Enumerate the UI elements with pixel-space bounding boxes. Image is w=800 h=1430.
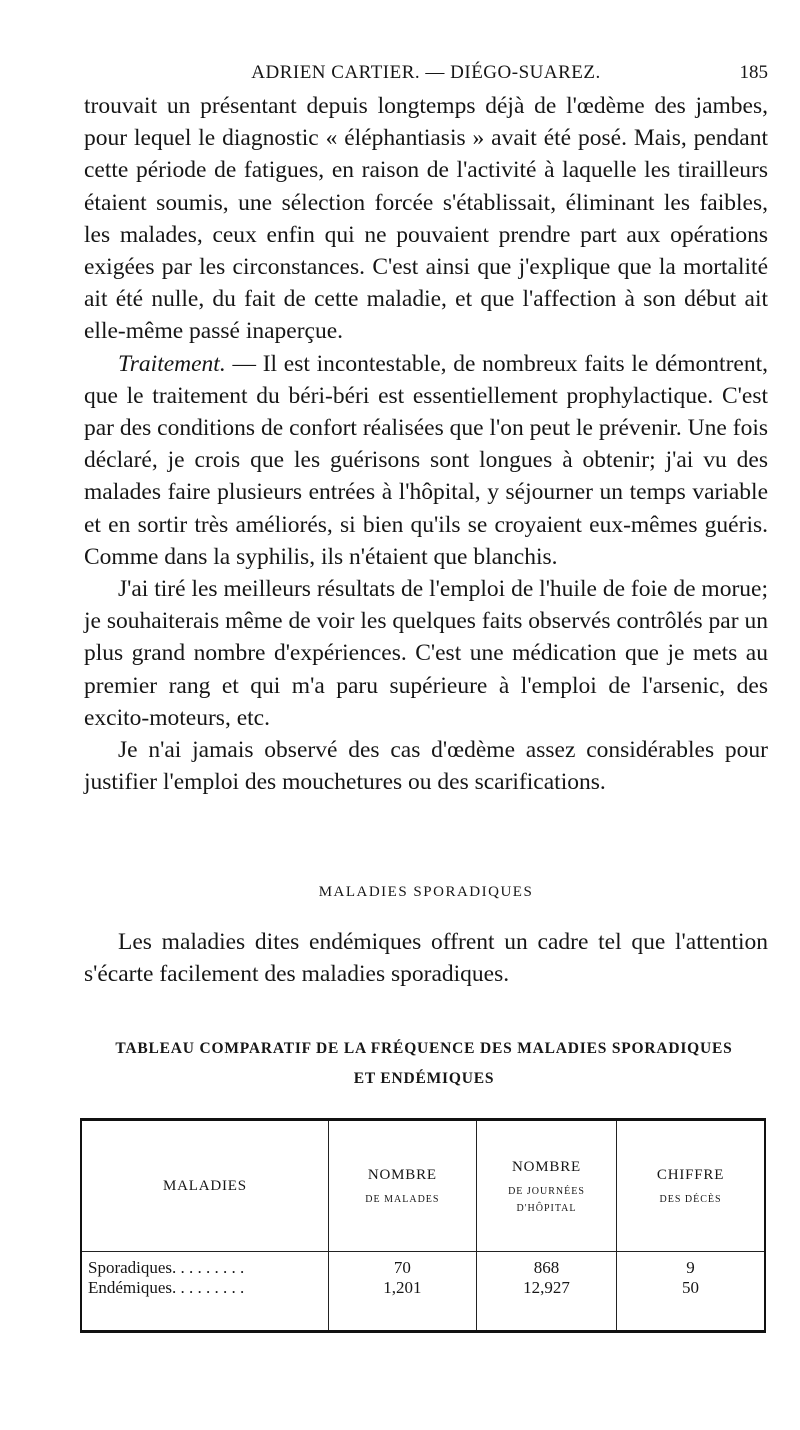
header-chiffre-deces: CHIFFRE DES DÉCÈS: [617, 1121, 764, 1252]
table-title: [74, 1034, 774, 1094]
malades-endemiques: 1,201: [383, 1278, 422, 1297]
col-journees: [476, 1252, 616, 1331]
paragraph-3: J'ai tiré les meilleurs résultats de l'emploi de l'huile de foie de morue; je souhaiterais même de voir les quelques faits observés contrôlés par un plus grand nombre d'expériences. C'est une médication que je mets au premier rang et qui m'a paru supérieure à l'emploi de l'arsenic, des excito-moteurs, etc.: [84, 576, 768, 731]
deces-sporadiques: 9: [686, 1258, 695, 1277]
paragraph-1: trouvait un présentant depuis longtemps déjà de l'œdème des jambes, pour lequel le diagnostic « éléphantiasis » avait été posé. Mais, pendant cette période de fatigues, en raison de l'activité à laquelle les tirailleurs étaient soumis, une sélection forcée s'établissait, éliminant les faibles, les malades, ceux enfin qui ne pouvaient prendre part aux opérations exigées par les circonstances. C'est ainsi que j'explique que la mortalité ait été nulle, du fait de cette maladie, et que l'affection à son début ait elle-même passé inaperçue.: [84, 93, 768, 345]
paragraph-4: Je n'ai jamais observé des cas d'œdème assez considérables pour justifier l'emploi des mouchetures ou des scarifications.: [84, 737, 768, 796]
paragraph-2-text: — Il est incontestable, de nombreux faits le démontrent, que le traitement du béri-béri est essentiellement prophylactique. C'est par des conditions de confort réalisées que l'on peut le prévenir. Une fois déclaré, je crois que les guérisons sont longues à obtenir; j'ai vu des malades faire plusieurs entrées à l'hôpital, y séjourner un temps variable et en sortir très améliorés, si bien qu'ils se croyaient eux-mêmes guéris. Comme dans la syphilis, ils n'étaient que blanchis.: [84, 350, 768, 570]
section-paragraph: Les maladies dites endémiques offrent un cadre tel que l'attention s'écarte facilement des maladies sporadiques.: [84, 929, 768, 988]
row-label-endemiques: Endémiques. . . . . . . . .: [88, 1278, 245, 1297]
running-title: ADRIEN CARTIER. — DIÉGO-SUAREZ.: [251, 62, 601, 83]
journees-sporadiques: 868: [533, 1258, 560, 1277]
header-maladies: MALADIES: [82, 1121, 328, 1252]
table-title-line-2: ET ENDÉMIQUES: [353, 1070, 495, 1087]
col-malades: [328, 1252, 476, 1331]
page-number: 185: [739, 62, 768, 83]
running-head: [84, 62, 768, 90]
table-header-row: [82, 1121, 764, 1252]
journees-endemiques: 12,927: [523, 1278, 570, 1297]
row-label-sporadiques: Sporadiques. . . . . . . . .: [88, 1258, 245, 1277]
section-heading: MALADIES SPORADIQUES: [318, 884, 534, 900]
row-labels: [82, 1252, 328, 1331]
header-nombre-journees: NOMBRE DE JOURNÉES D'HÔPITAL: [476, 1121, 616, 1252]
body-text: [84, 90, 768, 798]
table-title-line-1: TABLEAU COMPARATIF DE LA FRÉQUENCE DES MALADIES SPORADIQUES: [115, 1040, 733, 1057]
paragraph-2: [84, 348, 768, 573]
col-deces: [617, 1252, 764, 1331]
table-row: [82, 1252, 764, 1331]
paragraph-2-heading: Traitement.: [118, 350, 226, 377]
comparison-table: [80, 1118, 766, 1333]
deces-endemiques: 50: [682, 1278, 700, 1297]
section-text: [84, 926, 768, 990]
malades-sporadiques: 70: [393, 1258, 411, 1277]
header-nombre-malades: NOMBRE DE MALADES: [328, 1121, 476, 1252]
